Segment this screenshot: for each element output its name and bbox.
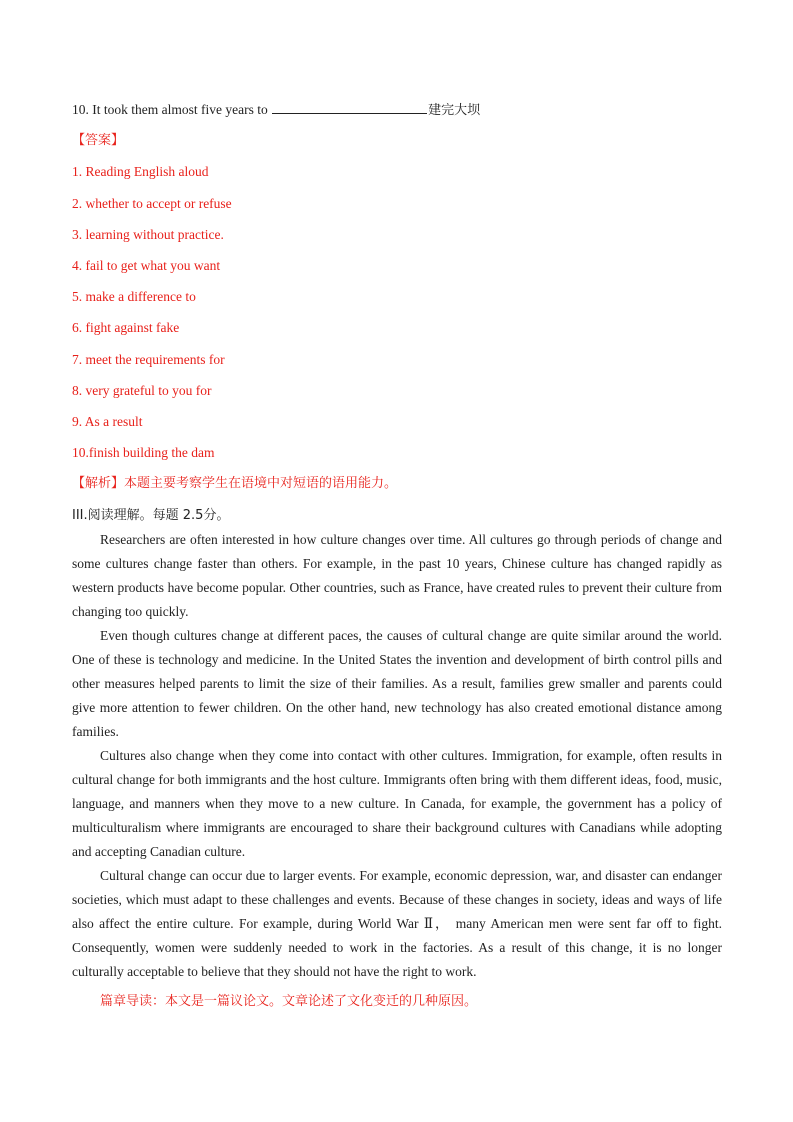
section-title: III.阅读理解。每题 2.5分。: [72, 508, 230, 523]
answer-item: 6. fight against fake: [72, 320, 180, 335]
answer-item: 1. Reading English aloud: [72, 164, 209, 179]
answer-item: 10.finish building the dam: [72, 445, 215, 460]
answer-header: 【答案】: [72, 133, 125, 148]
answer-blank: [272, 101, 427, 114]
answer-item: 9. As a result: [72, 414, 143, 429]
answer-item: 2. whether to accept or refuse: [72, 196, 232, 211]
answer-item: 5. make a difference to: [72, 289, 196, 304]
passage-paragraph: Cultures also change when they come into contact with other cultures. Immigration, for example, often results in cultural change for both immigrants and the host culture. Immigrants often bring with them different ideas, food, music, language, and manners when they move to a new culture. In Canada, for example, the government has a policy of multiculturalism where immigrants are encouraged to share their background cultures with Canadians while adopting and accepting Canadian culture.: [72, 748, 722, 859]
passage-paragraph: Cultural change can occur due to larger events. For example, economic depression, war, and disaster can endanger societies, which must adapt to these challenges and events. Because of these changes in society, ideas and ways of life also affect the entire culture. For example, during World War Ⅱ， many American men were sent far off to fight. Consequently, women were suddenly needed to work in the factories. As a result of this change, it is no longer culturally acceptable to believe that they should not have the right to work.: [72, 868, 722, 979]
passage-paragraph: Even though cultures change at different paces, the causes of cultural change are quite similar around the world. One of these is technology and medicine. In the United States the invention and development of birth control pills and other measures helped parents to limit the size of their families. As a result, families grew smaller and parents could give more attention to fewer children. On the other hand, new technology has also created emotional distance among families.: [72, 628, 722, 739]
answer-item: 7. meet the requirements for: [72, 352, 225, 367]
question-10-hint: 建完大坝: [428, 103, 481, 118]
answer-item: 8. very grateful to you for: [72, 383, 212, 398]
passage-guide: 篇章导读：本文是一篇议论文。文章论述了文化变迁的几种原因。: [100, 994, 478, 1009]
passage-paragraph: Researchers are often interested in how culture changes over time. All cultures go through periods of change and some cultures change faster than others. For example, in the past 10 years, Chinese culture has changed rapidly as western products have become popular. Other countries, such as France, have created rules to prevent their culture from changing too quickly.: [72, 532, 722, 619]
reading-passage: [72, 528, 722, 984]
question-10-text: 10. It took them almost five years to: [72, 102, 272, 117]
answer-item: 3. learning without practice.: [72, 227, 224, 242]
question-10: [72, 101, 480, 120]
answer-item: 4. fail to get what you want: [72, 258, 221, 273]
analysis-note: 【解析】本题主要考察学生在语境中对短语的语用能力。: [72, 476, 398, 491]
